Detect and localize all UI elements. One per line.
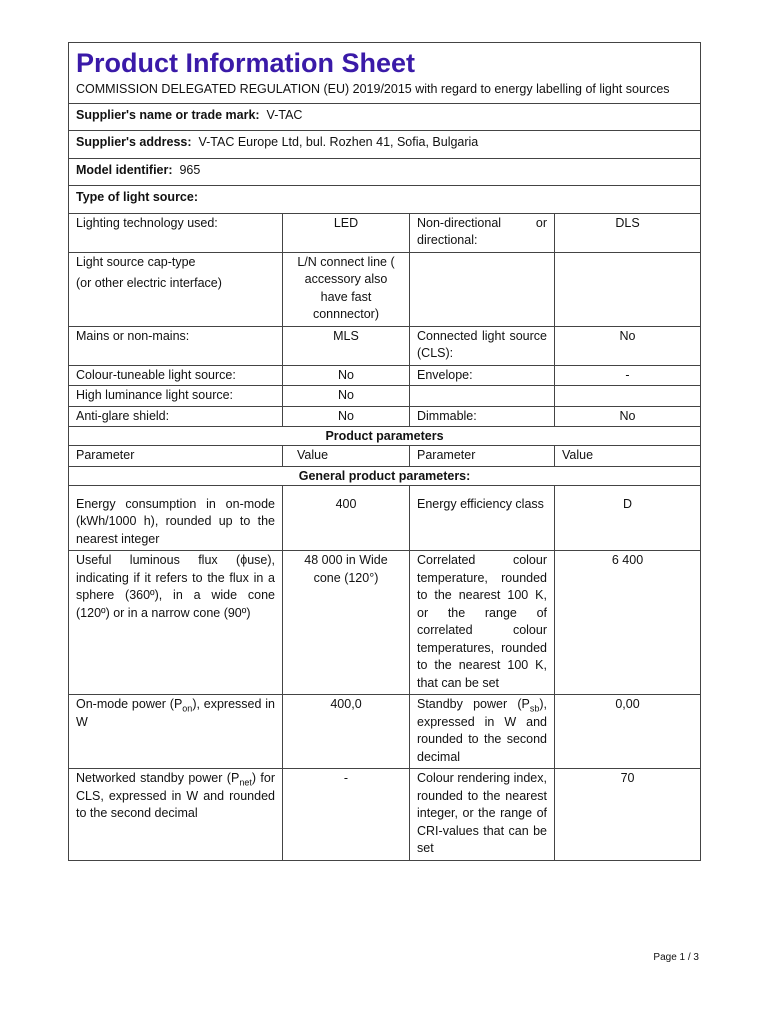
cap-value: L/N connect line ( accessory also have fast connnector) [283,252,410,326]
standby-power-value: 0,00 [555,695,701,769]
networked-standby-row [69,769,701,861]
dimmable-value: No [555,406,701,427]
product-parameters-heading: Product parameters [69,427,701,446]
column-header-row [69,446,701,467]
col-header-value-1: Value [283,446,410,467]
type-heading: Type of light source: [69,186,701,214]
general-heading-row [69,466,701,485]
col-header-value-2: Value [555,446,701,467]
antiglare-label: Anti-glare shield: [69,406,283,427]
tech-label: Lighting technology used: [69,213,283,252]
title-row [69,43,701,82]
cls-label: Connected light source (CLS): [410,326,555,365]
directional-value: DLS [555,213,701,252]
regulation-text: COMMISSION DELEGATED REGULATION (EU) 2019/2015 with regard to energy labelling of light sources [69,81,701,103]
model-identifier-row [69,158,701,186]
technology-row [69,213,701,252]
product-information-sheet [68,42,700,861]
energy-row [69,485,701,551]
mains-value: MLS [283,326,410,365]
energy-label: Energy consumption in on-mode (kWh/1000 h), rounded up to the nearest integer [69,485,283,551]
cap-label-line2: (or other electric interface) [76,276,222,290]
envelope-label: Envelope: [410,365,555,386]
tech-value: LED [283,213,410,252]
high-luminance-row [69,386,701,407]
supplier-address-value: V-TAC Europe Ltd, bul. Rozhen 41, Sofia, Bulgaria [198,135,479,149]
supplier-name-value: V-TAC [266,107,303,122]
general-parameters-heading: General product parameters: [69,466,701,485]
tuneable-value: No [283,365,410,386]
networked-standby-value: - [283,769,410,861]
product-parameters-heading-row [69,427,701,446]
networked-standby-label: Networked standby power $(P_{net})$ for CLS, expressed in W and rounded to the second decimal [69,769,283,861]
standby-power-label: Standby power $(P_{sb})$, expressed in W and rounded to the second decimal [410,695,555,769]
tuneable-label: Colour-tuneable light source: [69,365,283,386]
supplier-address-label: Supplier's address: [76,135,192,149]
efficiency-value: D [555,485,701,551]
col-header-parameter-2: Parameter [410,446,555,467]
mains-label: Mains or non-mains: [69,326,283,365]
mains-row [69,326,701,365]
cri-value: 70 [555,769,701,861]
cls-value: No [555,326,701,365]
dimmable-label: Dimmable: [410,406,555,427]
efficiency-label: Energy efficiency class [410,485,555,551]
model-identifier-label: Model identifier: [76,162,173,177]
envelope-value: - [555,365,701,386]
col-header-parameter-1: Parameter [69,446,283,467]
cct-value: 6 400 [555,551,701,695]
flux-row [69,551,701,695]
directional-label: Non-directional or directional: [410,213,555,252]
flux-value: 48 000 in Wide cone (120°) [283,551,410,695]
type-heading-row [69,186,701,214]
model-identifier-value: 965 [179,162,201,177]
page-number: Page 1 / 3 [653,952,699,963]
onmode-power-value: 400,0 [283,695,410,769]
high-lum-value: No [283,386,410,407]
flux-label: Useful luminous flux (ϕuse), indicating if it refers to the flux in a sphere (360º), in a wide cone (120º) or in a narrow cone (90º) [69,551,283,695]
onmode-power-row [69,695,701,769]
antiglare-row [69,406,701,427]
energy-value: 400 [283,485,410,551]
page-title: Product Information Sheet [69,43,701,82]
cri-label: Colour rendering index, rounded to the nearest integer, or the range of CRI-values that can be set [410,769,555,861]
high-lum-label: High luminance light source: [69,386,283,407]
onmode-power-label: On-mode power $(P_{on})$, expressed in W [69,695,283,769]
cap-type-row [69,252,701,326]
tuneable-row [69,365,701,386]
info-table [68,42,701,861]
supplier-name-row [69,103,701,131]
antiglare-value: No [283,406,410,427]
regulation-row [69,81,701,103]
cap-label-line1: Light source cap-type [76,254,196,269]
supplier-address-row [69,131,701,159]
supplier-name-label: Supplier's name or trade mark: [76,107,260,122]
cct-label: Correlated colour temperature, rounded to the nearest 100 K, or the range of correlated colour temperatures, rounded to the nearest 100 K, that can be set [410,551,555,695]
